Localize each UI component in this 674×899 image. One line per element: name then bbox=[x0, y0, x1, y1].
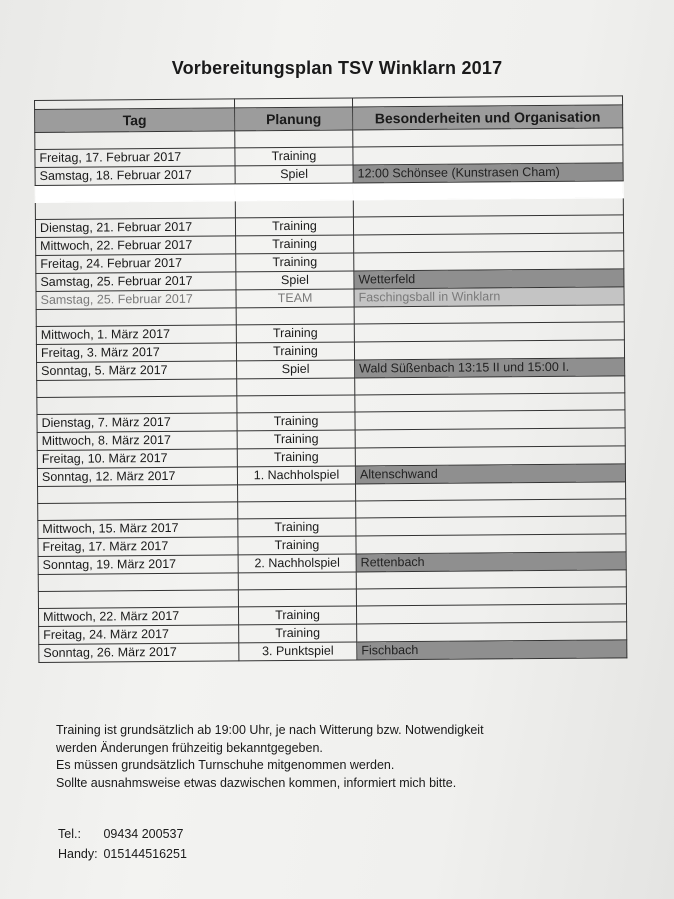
cell-planung: Training bbox=[238, 518, 356, 537]
tel-label: Tel.: bbox=[58, 827, 81, 841]
cell-org bbox=[355, 428, 625, 448]
cell-planung: Training bbox=[235, 147, 353, 166]
cell-tag: Sonntag, 19. März 2017 bbox=[38, 555, 238, 575]
cell-planung: Training bbox=[235, 217, 353, 236]
cell-org bbox=[354, 233, 624, 253]
cell-planung: Spiel bbox=[237, 360, 355, 379]
contact-block bbox=[58, 824, 187, 864]
cell-org: Rettenbach bbox=[356, 552, 626, 572]
cell-org: Faschingsball in Winklarn bbox=[354, 287, 624, 307]
note-line: Sollte ausnahmsweise etwas dazwischen kommen, informiert mich bitte. bbox=[56, 775, 457, 790]
cell-tag: Freitag, 3. März 2017 bbox=[36, 343, 236, 363]
note-line: Es müssen grundsätzlich Turnschuhe mitgenommen werden. bbox=[56, 758, 395, 772]
contact-tel bbox=[58, 824, 187, 844]
cell-tag: Freitag, 24. Februar 2017 bbox=[36, 254, 236, 274]
cell-planung: 2. Nachholspiel bbox=[238, 554, 356, 573]
header-org: Besonderheiten und Organisation bbox=[353, 105, 623, 130]
cell-planung: Training bbox=[237, 448, 355, 467]
cell-tag: Freitag, 10. März 2017 bbox=[37, 449, 237, 469]
cell-tag: Dienstag, 21. Februar 2017 bbox=[35, 218, 235, 238]
page-title: Vorbereitungsplan TSV Winklarn 2017 bbox=[171, 58, 503, 78]
cell-planung: Training bbox=[236, 324, 354, 343]
cell-org bbox=[354, 322, 624, 342]
handy-number: 015144516251 bbox=[103, 847, 187, 861]
header-tag: Tag bbox=[35, 108, 235, 133]
cell-org: Wald Süßenbach 13:15 II und 15:00 I. bbox=[355, 358, 625, 378]
schedule-table bbox=[34, 95, 627, 663]
cell-planung: Training bbox=[236, 342, 354, 361]
cell-planung: Training bbox=[238, 536, 356, 555]
note-line: Training ist grundsätzlich ab 19:00 Uhr, je nach Witterung bzw. Notwendigkeit bbox=[56, 723, 484, 737]
cell-org bbox=[354, 340, 624, 360]
cell-org bbox=[355, 410, 625, 430]
cell-tag: Mittwoch, 15. März 2017 bbox=[38, 519, 238, 539]
cell-planung: Training bbox=[236, 253, 354, 272]
cell-tag: Sonntag, 5. März 2017 bbox=[37, 361, 237, 381]
note-line: werden Änderungen frühzeitig bekanntgegeben. bbox=[56, 740, 323, 755]
cell-org bbox=[356, 604, 626, 624]
cell-tag: Mittwoch, 8. März 2017 bbox=[37, 431, 237, 451]
cell-tag: Freitag, 17. Februar 2017 bbox=[35, 148, 235, 168]
cell-org: Altenschwand bbox=[355, 464, 625, 484]
cell-planung: Spiel bbox=[236, 271, 354, 290]
header-planung: Planung bbox=[235, 107, 353, 131]
cell-org bbox=[356, 534, 626, 554]
contact-handy bbox=[58, 844, 187, 864]
cell-planung: Training bbox=[236, 235, 354, 254]
handy-label: Handy: bbox=[58, 847, 98, 861]
cell-tag: Samstag, 18. Februar 2017 bbox=[35, 166, 235, 186]
cell-planung: Training bbox=[238, 606, 356, 625]
cell-planung: Training bbox=[237, 430, 355, 449]
cell-org bbox=[354, 251, 624, 271]
cell-tag: Mittwoch, 22. Februar 2017 bbox=[36, 236, 236, 256]
cell-planung: Spiel bbox=[235, 165, 353, 184]
cell-org bbox=[353, 215, 623, 235]
cell-org bbox=[357, 622, 627, 642]
cell-tag: Freitag, 24. März 2017 bbox=[39, 625, 239, 645]
cell-org: 12:00 Schönsee (Kunstrasen Cham) bbox=[353, 163, 623, 183]
cell-planung: Training bbox=[237, 412, 355, 431]
cell-tag: Samstag, 25. Februar 2017 bbox=[36, 290, 236, 310]
cell-org: Fischbach bbox=[357, 640, 627, 660]
cell-tag: Mittwoch, 1. März 2017 bbox=[36, 325, 236, 345]
notes-block bbox=[56, 722, 656, 792]
cell-org: Wetterfeld bbox=[354, 269, 624, 289]
cell-planung: 1. Nachholspiel bbox=[237, 466, 355, 485]
schedule-table-wrapper bbox=[34, 95, 626, 663]
table-body bbox=[35, 128, 627, 663]
cell-tag: Samstag, 25. Februar 2017 bbox=[36, 272, 236, 292]
cell-org bbox=[355, 446, 625, 466]
cell-planung: Training bbox=[239, 624, 357, 643]
cell-org bbox=[356, 516, 626, 536]
cell-tag: Dienstag, 7. März 2017 bbox=[37, 413, 237, 433]
cell-planung: 3. Punktspiel bbox=[239, 642, 357, 661]
cell-tag: Freitag, 17. März 2017 bbox=[38, 537, 238, 557]
cell-tag: Mittwoch, 22. März 2017 bbox=[38, 607, 238, 627]
cell-org bbox=[353, 145, 623, 165]
cell-tag: Sonntag, 12. März 2017 bbox=[37, 467, 237, 487]
tel-number: 09434 200537 bbox=[103, 827, 184, 841]
cell-planung: TEAM bbox=[236, 289, 354, 308]
cell-tag: Sonntag, 26. März 2017 bbox=[39, 643, 239, 663]
